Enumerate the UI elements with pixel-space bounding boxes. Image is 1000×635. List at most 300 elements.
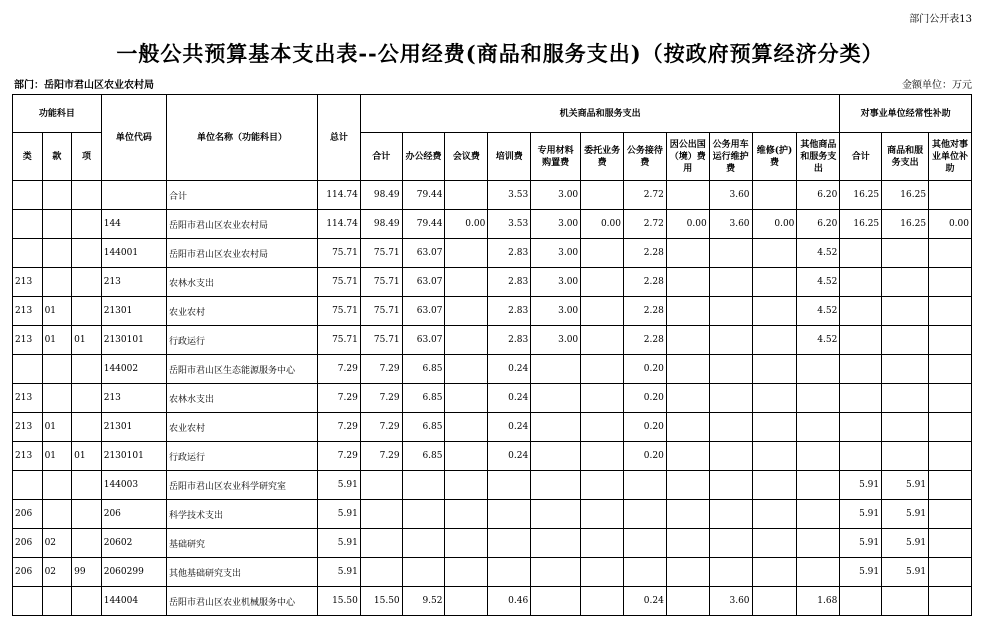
cell-xiang: 01	[72, 442, 102, 471]
cell-unit-name: 行政运行	[167, 326, 318, 355]
cell-total: 15.50	[317, 587, 360, 616]
cell-inst-subtotal	[840, 442, 882, 471]
cell-other-goods	[797, 384, 840, 413]
cell-abroad	[666, 355, 709, 384]
unit-label: 金额单位：万元	[902, 80, 972, 91]
cell-meeting	[445, 471, 488, 500]
cell-entrust	[581, 326, 624, 355]
header-lei: 类	[13, 133, 43, 181]
cell-org-subtotal: 98.49	[360, 210, 402, 239]
table-row	[13, 529, 972, 558]
table-row	[13, 384, 972, 413]
cell-inst-other	[929, 471, 972, 500]
cell-repair	[752, 326, 797, 355]
table-row	[13, 297, 972, 326]
cell-org-subtotal	[360, 529, 402, 558]
cell-entrust: 0.00	[581, 210, 624, 239]
cell-inst-other	[929, 297, 972, 326]
cell-total: 7.29	[317, 442, 360, 471]
cell-reception: 0.20	[624, 413, 667, 442]
cell-inst-goods	[882, 355, 929, 384]
cell-inst-subtotal: 16.25	[840, 210, 882, 239]
cell-unit-name: 岳阳市君山区农业科学研究室	[167, 471, 318, 500]
cell-unit-code: 213	[101, 268, 166, 297]
cell-materials	[531, 442, 581, 471]
cell-inst-goods	[882, 268, 929, 297]
cell-materials	[531, 471, 581, 500]
cell-other-goods: 4.52	[797, 239, 840, 268]
cell-total: 5.91	[317, 471, 360, 500]
cell-entrust	[581, 384, 624, 413]
cell-entrust	[581, 558, 624, 587]
cell-total: 75.71	[317, 297, 360, 326]
table-row	[13, 181, 972, 210]
cell-meeting	[445, 384, 488, 413]
cell-inst-goods: 5.91	[882, 471, 929, 500]
cell-inst-other	[929, 239, 972, 268]
cell-repair	[752, 558, 797, 587]
cell-inst-goods: 16.25	[882, 181, 929, 210]
cell-reception: 2.72	[624, 181, 667, 210]
cell-other-goods	[797, 413, 840, 442]
cell-office: 63.07	[402, 239, 445, 268]
cell-inst-subtotal	[840, 326, 882, 355]
header-xiang: 项	[72, 133, 102, 181]
cell-other-goods: 4.52	[797, 326, 840, 355]
cell-training	[488, 558, 531, 587]
cell-other-goods	[797, 471, 840, 500]
cell-lei	[13, 355, 43, 384]
header-meeting: 会议费	[445, 133, 488, 181]
cell-meeting	[445, 268, 488, 297]
cell-other-goods	[797, 500, 840, 529]
cell-reception: 0.20	[624, 355, 667, 384]
cell-inst-other: 0.00	[929, 210, 972, 239]
cell-inst-subtotal: 5.91	[840, 529, 882, 558]
cell-unit-code: 2130101	[101, 442, 166, 471]
cell-office	[402, 471, 445, 500]
cell-inst-other	[929, 181, 972, 210]
cell-unit-code: 144001	[101, 239, 166, 268]
cell-training: 3.53	[488, 210, 531, 239]
cell-vehicle	[709, 500, 752, 529]
cell-materials	[531, 587, 581, 616]
cell-unit-code: 213	[101, 384, 166, 413]
cell-xiang	[72, 500, 102, 529]
cell-repair	[752, 239, 797, 268]
cell-reception	[624, 500, 667, 529]
cell-office	[402, 500, 445, 529]
cell-unit-code: 20602	[101, 529, 166, 558]
cell-meeting	[445, 297, 488, 326]
cell-abroad	[666, 558, 709, 587]
cell-lei: 213	[13, 384, 43, 413]
cell-xiang	[72, 239, 102, 268]
cell-entrust	[581, 587, 624, 616]
cell-inst-subtotal	[840, 297, 882, 326]
cell-entrust	[581, 239, 624, 268]
cell-meeting	[445, 326, 488, 355]
header-training: 培训费	[488, 133, 531, 181]
cell-kuan	[42, 210, 72, 239]
cell-vehicle	[709, 529, 752, 558]
cell-entrust	[581, 268, 624, 297]
cell-inst-goods	[882, 297, 929, 326]
header-inst-subtotal: 合计	[840, 133, 882, 181]
cell-repair	[752, 268, 797, 297]
cell-total: 114.74	[317, 181, 360, 210]
table-row	[13, 442, 972, 471]
cell-abroad	[666, 181, 709, 210]
budget-table	[12, 94, 972, 616]
cell-reception: 0.24	[624, 587, 667, 616]
cell-kuan	[42, 471, 72, 500]
cell-vehicle	[709, 558, 752, 587]
cell-unit-name: 农业农村	[167, 413, 318, 442]
cell-inst-subtotal	[840, 384, 882, 413]
cell-lei	[13, 239, 43, 268]
cell-repair	[752, 471, 797, 500]
cell-inst-goods	[882, 442, 929, 471]
cell-inst-other	[929, 558, 972, 587]
cell-meeting	[445, 558, 488, 587]
cell-unit-code: 21301	[101, 297, 166, 326]
header-entrust: 委托业务费	[581, 133, 624, 181]
cell-meeting	[445, 500, 488, 529]
table-row	[13, 239, 972, 268]
cell-materials	[531, 500, 581, 529]
cell-unit-name: 合计	[167, 181, 318, 210]
cell-vehicle: 3.60	[709, 587, 752, 616]
cell-inst-subtotal	[840, 413, 882, 442]
cell-office: 6.85	[402, 442, 445, 471]
cell-training: 0.46	[488, 587, 531, 616]
cell-materials: 3.00	[531, 297, 581, 326]
cell-inst-subtotal	[840, 268, 882, 297]
cell-kuan: 02	[42, 529, 72, 558]
cell-meeting	[445, 442, 488, 471]
cell-lei: 213	[13, 268, 43, 297]
cell-unit-code: 21301	[101, 413, 166, 442]
cell-abroad	[666, 384, 709, 413]
table-row	[13, 210, 972, 239]
cell-vehicle	[709, 471, 752, 500]
cell-unit-name: 农林水支出	[167, 384, 318, 413]
cell-lei	[13, 587, 43, 616]
cell-abroad	[666, 529, 709, 558]
cell-training	[488, 529, 531, 558]
cell-unit-name: 岳阳市君山区农业机械服务中心	[167, 587, 318, 616]
cell-lei: 206	[13, 500, 43, 529]
cell-inst-goods: 5.91	[882, 558, 929, 587]
cell-inst-subtotal: 5.91	[840, 558, 882, 587]
cell-total: 5.91	[317, 529, 360, 558]
cell-lei: 213	[13, 442, 43, 471]
cell-inst-other	[929, 268, 972, 297]
cell-org-subtotal: 7.29	[360, 355, 402, 384]
cell-training: 3.53	[488, 181, 531, 210]
cell-training: 0.24	[488, 384, 531, 413]
cell-xiang	[72, 587, 102, 616]
cell-lei: 213	[13, 297, 43, 326]
cell-materials	[531, 384, 581, 413]
cell-abroad	[666, 268, 709, 297]
cell-unit-code: 206	[101, 500, 166, 529]
cell-unit-name: 岳阳市君山区农业农村局	[167, 239, 318, 268]
cell-materials	[531, 413, 581, 442]
header-org-subtotal: 合计	[360, 133, 402, 181]
cell-lei: 206	[13, 558, 43, 587]
cell-repair	[752, 529, 797, 558]
cell-org-subtotal: 75.71	[360, 239, 402, 268]
header-func-subject: 功能科目	[13, 95, 102, 133]
cell-training: 2.83	[488, 239, 531, 268]
cell-unit-name: 科学技术支出	[167, 500, 318, 529]
cell-xiang	[72, 529, 102, 558]
cell-office: 79.44	[402, 210, 445, 239]
table-row	[13, 471, 972, 500]
cell-inst-other	[929, 500, 972, 529]
cell-unit-code: 144004	[101, 587, 166, 616]
cell-kuan	[42, 239, 72, 268]
cell-other-goods: 6.20	[797, 181, 840, 210]
cell-office: 6.85	[402, 355, 445, 384]
cell-kuan	[42, 384, 72, 413]
cell-unit-code	[101, 181, 166, 210]
cell-org-subtotal: 15.50	[360, 587, 402, 616]
cell-vehicle	[709, 297, 752, 326]
cell-reception: 2.28	[624, 326, 667, 355]
cell-kuan: 01	[42, 442, 72, 471]
cell-lei: 206	[13, 529, 43, 558]
cell-entrust	[581, 500, 624, 529]
cell-inst-goods: 16.25	[882, 210, 929, 239]
cell-reception: 2.28	[624, 297, 667, 326]
header-org-goods: 机关商品和服务支出	[360, 95, 840, 133]
cell-org-subtotal: 7.29	[360, 384, 402, 413]
table-row	[13, 413, 972, 442]
cell-repair	[752, 297, 797, 326]
cell-total: 75.71	[317, 239, 360, 268]
cell-xiang	[72, 413, 102, 442]
cell-xiang	[72, 355, 102, 384]
cell-inst-subtotal: 16.25	[840, 181, 882, 210]
cell-materials	[531, 355, 581, 384]
cell-lei: 213	[13, 413, 43, 442]
header-kuan: 款	[42, 133, 72, 181]
cell-reception	[624, 471, 667, 500]
cell-org-subtotal	[360, 471, 402, 500]
cell-xiang	[72, 384, 102, 413]
cell-org-subtotal	[360, 500, 402, 529]
table-row	[13, 355, 972, 384]
cell-inst-other	[929, 529, 972, 558]
cell-training: 2.83	[488, 297, 531, 326]
cell-office	[402, 529, 445, 558]
cell-kuan	[42, 587, 72, 616]
cell-xiang	[72, 471, 102, 500]
cell-total: 114.74	[317, 210, 360, 239]
cell-unit-name: 农业农村	[167, 297, 318, 326]
cell-entrust	[581, 442, 624, 471]
cell-kuan: 02	[42, 558, 72, 587]
cell-reception	[624, 529, 667, 558]
cell-xiang: 99	[72, 558, 102, 587]
cell-total: 75.71	[317, 268, 360, 297]
cell-unit-code: 2060299	[101, 558, 166, 587]
cell-training: 0.24	[488, 442, 531, 471]
cell-office: 63.07	[402, 268, 445, 297]
cell-vehicle: 3.60	[709, 210, 752, 239]
cell-reception: 2.72	[624, 210, 667, 239]
cell-inst-goods	[882, 587, 929, 616]
cell-materials: 3.00	[531, 326, 581, 355]
cell-kuan	[42, 181, 72, 210]
cell-office	[402, 558, 445, 587]
header-total: 总计	[317, 95, 360, 181]
cell-kuan	[42, 268, 72, 297]
cell-unit-name: 岳阳市君山区生态能源服务中心	[167, 355, 318, 384]
header-inst-subsidy: 对事业单位经常性补助	[840, 95, 972, 133]
cell-meeting	[445, 413, 488, 442]
cell-repair	[752, 413, 797, 442]
cell-inst-goods	[882, 326, 929, 355]
cell-training	[488, 471, 531, 500]
cell-unit-name: 岳阳市君山区农业农村局	[167, 210, 318, 239]
cell-unit-name: 其他基础研究支出	[167, 558, 318, 587]
cell-org-subtotal: 98.49	[360, 181, 402, 210]
cell-unit-name: 行政运行	[167, 442, 318, 471]
cell-inst-goods: 5.91	[882, 500, 929, 529]
cell-vehicle: 3.60	[709, 181, 752, 210]
cell-total: 5.91	[317, 558, 360, 587]
cell-training	[488, 500, 531, 529]
header-repair: 维修(护)费	[752, 133, 797, 181]
cell-inst-subtotal	[840, 239, 882, 268]
page-label: 部门公开表13	[909, 14, 972, 25]
cell-inst-subtotal	[840, 355, 882, 384]
cell-repair: 0.00	[752, 210, 797, 239]
cell-lei	[13, 181, 43, 210]
cell-office: 79.44	[402, 181, 445, 210]
cell-abroad	[666, 471, 709, 500]
cell-office: 9.52	[402, 587, 445, 616]
cell-unit-code: 144003	[101, 471, 166, 500]
header-reception: 公务接待费	[624, 133, 667, 181]
header-unit-name: 单位名称（功能科目）	[167, 95, 318, 181]
cell-repair	[752, 181, 797, 210]
cell-vehicle	[709, 326, 752, 355]
cell-materials: 3.00	[531, 210, 581, 239]
cell-total: 5.91	[317, 500, 360, 529]
cell-vehicle	[709, 268, 752, 297]
cell-org-subtotal	[360, 558, 402, 587]
cell-abroad	[666, 297, 709, 326]
cell-meeting: 0.00	[445, 210, 488, 239]
cell-total: 75.71	[317, 326, 360, 355]
cell-entrust	[581, 413, 624, 442]
cell-unit-code: 2130101	[101, 326, 166, 355]
cell-reception: 0.20	[624, 384, 667, 413]
cell-office: 63.07	[402, 326, 445, 355]
cell-kuan: 01	[42, 413, 72, 442]
cell-inst-other	[929, 326, 972, 355]
cell-office: 6.85	[402, 413, 445, 442]
cell-unit-code: 144	[101, 210, 166, 239]
cell-vehicle	[709, 239, 752, 268]
cell-xiang	[72, 268, 102, 297]
cell-reception	[624, 558, 667, 587]
cell-unit-name: 农林水支出	[167, 268, 318, 297]
cell-unit-name: 基础研究	[167, 529, 318, 558]
cell-inst-other	[929, 384, 972, 413]
cell-materials	[531, 529, 581, 558]
cell-vehicle	[709, 355, 752, 384]
cell-abroad: 0.00	[666, 210, 709, 239]
cell-vehicle	[709, 413, 752, 442]
cell-inst-other	[929, 442, 972, 471]
cell-inst-goods: 5.91	[882, 529, 929, 558]
cell-xiang: 01	[72, 326, 102, 355]
header-materials: 专用材料购置费	[531, 133, 581, 181]
cell-other-goods	[797, 558, 840, 587]
cell-reception: 2.28	[624, 239, 667, 268]
cell-vehicle	[709, 384, 752, 413]
cell-materials: 3.00	[531, 239, 581, 268]
cell-materials: 3.00	[531, 181, 581, 210]
cell-unit-code: 144002	[101, 355, 166, 384]
cell-materials: 3.00	[531, 268, 581, 297]
header-other-goods: 其他商品和服务支出	[797, 133, 840, 181]
cell-meeting	[445, 587, 488, 616]
table-row	[13, 500, 972, 529]
header-vehicle: 公务用车运行维护费	[709, 133, 752, 181]
cell-other-goods: 6.20	[797, 210, 840, 239]
header-inst-goods: 商品和服务支出	[882, 133, 929, 181]
cell-inst-other	[929, 413, 972, 442]
cell-entrust	[581, 355, 624, 384]
cell-xiang	[72, 181, 102, 210]
header-office: 办公经费	[402, 133, 445, 181]
cell-other-goods: 4.52	[797, 268, 840, 297]
cell-training: 2.83	[488, 268, 531, 297]
department-label: 部门：岳阳市君山区农业农村局	[14, 80, 154, 91]
cell-inst-subtotal: 5.91	[840, 471, 882, 500]
cell-kuan: 01	[42, 326, 72, 355]
table-row	[13, 268, 972, 297]
cell-repair	[752, 384, 797, 413]
cell-repair	[752, 355, 797, 384]
cell-training: 0.24	[488, 355, 531, 384]
cell-inst-other	[929, 587, 972, 616]
cell-materials	[531, 558, 581, 587]
header-abroad: 因公出国（境）费用	[666, 133, 709, 181]
table-row	[13, 587, 972, 616]
cell-org-subtotal: 7.29	[360, 413, 402, 442]
cell-other-goods	[797, 442, 840, 471]
cell-entrust	[581, 471, 624, 500]
cell-kuan	[42, 500, 72, 529]
table-row	[13, 558, 972, 587]
cell-kuan: 01	[42, 297, 72, 326]
cell-reception: 0.20	[624, 442, 667, 471]
table-row	[13, 326, 972, 355]
cell-abroad	[666, 326, 709, 355]
cell-other-goods: 4.52	[797, 297, 840, 326]
cell-org-subtotal: 7.29	[360, 442, 402, 471]
cell-org-subtotal: 75.71	[360, 326, 402, 355]
cell-abroad	[666, 587, 709, 616]
